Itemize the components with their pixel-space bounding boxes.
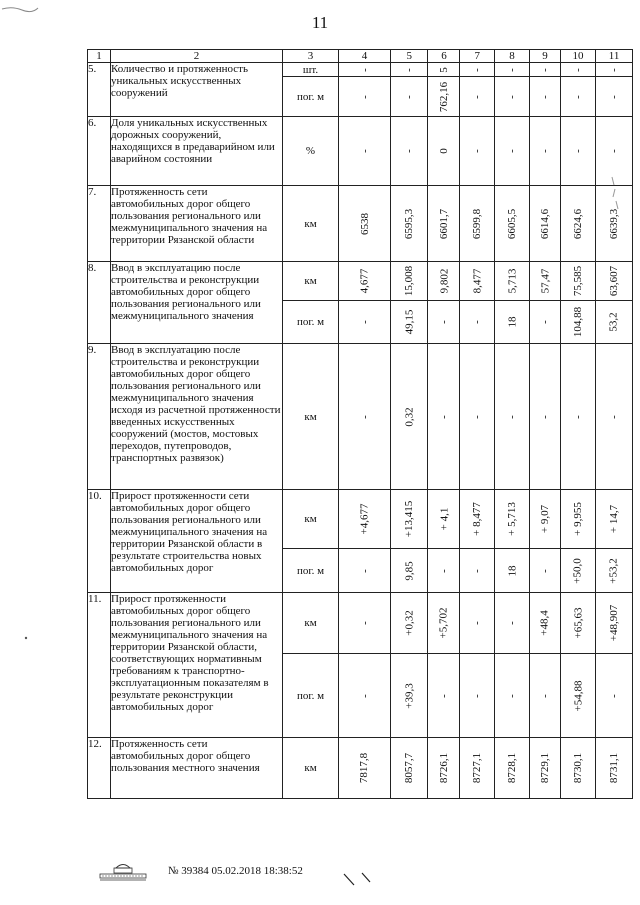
value-cell [561, 593, 596, 654]
value-text: - [471, 320, 484, 324]
value-text: - [608, 414, 621, 419]
value-text: 18 [506, 565, 519, 576]
value-text: 53,2 [608, 312, 621, 332]
value-cell [460, 549, 495, 593]
value-text: - [403, 149, 416, 153]
registration-stamp: № 39384 05.02.2018 18:38:52 [168, 865, 303, 877]
value-text: - [358, 693, 371, 698]
value-cell [529, 593, 560, 654]
indicator-name: Протяженность сети автомобильных дорог общего пользования регионального или межмуниципального значения на территории Рязанской области [111, 186, 283, 262]
value-text: +54,88 [571, 680, 584, 711]
value-text: +0,32 [403, 610, 416, 636]
value-text: 18 [506, 316, 519, 328]
value-text: 6639,3 [608, 208, 621, 239]
value-cell [460, 63, 495, 77]
value-cell [460, 77, 495, 117]
value-cell [595, 593, 632, 654]
value-cell [339, 490, 391, 549]
header-cell: 2 [111, 50, 283, 63]
value-cell [428, 654, 460, 738]
value-cell [391, 654, 428, 738]
value-text: - [608, 149, 621, 153]
value-cell [529, 654, 560, 738]
value-cell [391, 593, 428, 654]
value-cell [339, 301, 391, 344]
value-text: 8726,1 [437, 752, 450, 784]
value-text: - [437, 320, 450, 324]
value-text: 8730,1 [571, 752, 584, 784]
value-text: 0,32 [403, 406, 416, 427]
value-text: - [471, 149, 484, 153]
indicator-name: Ввод в эксплуатацию после строительства и реконструкции автомобильных дорог общего пользования регионального или межмуниципального значения [111, 262, 283, 344]
table-row [88, 738, 633, 799]
value-text: - [571, 149, 584, 153]
value-cell [561, 654, 596, 738]
header-cell: 1 [88, 50, 111, 63]
unit-cell: км [283, 262, 339, 301]
pen-marks [340, 870, 390, 890]
value-text: + 5,713 [506, 502, 519, 536]
value-cell [595, 301, 632, 344]
value-text: +4,677 [358, 503, 371, 535]
indicator-name: Доля уникальных искусственных дорожных сооружений, находящихся в предаварийном или аварийном состоянии [111, 117, 283, 186]
header-cell: 11 [595, 50, 632, 63]
value-text: 5,713 [506, 268, 519, 294]
value-cell [460, 738, 495, 799]
value-cell [428, 593, 460, 654]
value-cell [595, 738, 632, 799]
value-cell [339, 549, 391, 593]
value-cell [339, 63, 391, 77]
value-cell [339, 593, 391, 654]
value-text: 6605,5 [506, 208, 519, 239]
value-cell [460, 490, 495, 549]
value-cell [495, 186, 530, 262]
value-text: +48,907 [608, 604, 621, 642]
value-text: - [506, 414, 519, 419]
value-cell [391, 77, 428, 117]
table-row [88, 593, 633, 654]
value-cell [460, 262, 495, 301]
value-cell [495, 654, 530, 738]
unit-cell: % [283, 117, 339, 186]
value-cell [561, 63, 596, 77]
value-text: - [538, 693, 551, 698]
value-cell [561, 344, 596, 490]
value-text: - [358, 320, 371, 324]
value-cell [595, 63, 632, 77]
value-text: +50,0 [571, 557, 584, 584]
value-text: 8728,1 [506, 752, 519, 784]
value-cell [495, 117, 530, 186]
value-text: 49,15 [403, 309, 416, 335]
indicator-name: Прирост протяженности автомобильных дорог общего пользования регионального или межмуниципального значения на территории Рязанской области, соответствующих нормативным требованиям к транспортно-эксплуатационным показателям в результате реконструкции автомобильных дорог [111, 593, 283, 738]
value-cell [529, 117, 560, 186]
value-text: 8731,1 [608, 752, 621, 784]
value-cell [460, 593, 495, 654]
value-cell [391, 63, 428, 77]
value-text: 6614,6 [539, 208, 551, 239]
value-cell [495, 738, 530, 799]
value-text: - [608, 94, 621, 99]
row-number: 12. [88, 738, 111, 799]
value-text: - [358, 414, 371, 419]
value-cell [428, 490, 460, 549]
value-text: 7817,8 [358, 752, 371, 784]
value-text: - [506, 693, 519, 698]
value-cell [529, 738, 560, 799]
row-number: 5. [88, 63, 111, 117]
value-text: - [608, 693, 621, 698]
value-text: 104,88 [571, 306, 584, 338]
value-text: 6599,8 [471, 208, 484, 239]
value-text: 8729,1 [539, 752, 551, 784]
value-text: - [471, 693, 484, 698]
value-cell [529, 549, 560, 593]
value-cell [561, 738, 596, 799]
value-text: + 9,07 [539, 504, 551, 534]
unit-cell: пог. м [283, 301, 339, 344]
value-cell [595, 490, 632, 549]
row-number: 7. [88, 186, 111, 262]
value-text: - [403, 94, 416, 99]
value-text: + 8,477 [471, 502, 484, 536]
corner-scribble [0, 0, 40, 8]
unit-cell: пог. м [283, 654, 339, 738]
value-cell [339, 344, 391, 490]
value-cell [428, 549, 460, 593]
value-cell [460, 301, 495, 344]
value-cell [339, 654, 391, 738]
value-text: - [358, 94, 371, 99]
row-number: 6. [88, 117, 111, 186]
value-text: - [538, 320, 551, 324]
value-text: - [571, 67, 584, 72]
header-row [88, 50, 633, 63]
indicator-name: Количество и протяженность уникальных искусственных сооружений [111, 63, 283, 117]
value-cell [428, 301, 460, 344]
value-cell [495, 63, 530, 77]
table-row [88, 262, 633, 301]
value-cell [339, 117, 391, 186]
unit-cell: пог. м [283, 77, 339, 117]
value-cell [495, 344, 530, 490]
header-cell: 6 [428, 50, 460, 63]
value-text: - [471, 621, 484, 625]
value-text: 4,677 [358, 268, 371, 294]
value-cell [391, 262, 428, 301]
value-cell [495, 490, 530, 549]
unit-cell: шт. [283, 63, 339, 77]
header-cell: 9 [529, 50, 560, 63]
value-text: - [571, 94, 584, 99]
value-cell [595, 549, 632, 593]
value-cell [428, 63, 460, 77]
value-text: +65,63 [571, 607, 584, 639]
value-cell [495, 262, 530, 301]
value-text: +39,3 [403, 682, 416, 709]
value-text: - [437, 568, 450, 573]
value-cell [428, 262, 460, 301]
value-text: - [506, 67, 519, 72]
header-cell: 7 [460, 50, 495, 63]
value-text: + 9,955 [571, 502, 584, 536]
table-row [88, 490, 633, 549]
document-footer [98, 860, 338, 882]
value-cell [391, 490, 428, 549]
indicators-table [87, 49, 633, 799]
value-cell [529, 490, 560, 549]
value-text: - [538, 94, 551, 99]
value-cell [391, 549, 428, 593]
value-cell [595, 654, 632, 738]
margin-mark [604, 175, 624, 215]
value-text: - [471, 94, 484, 99]
unit-cell: пог. м [283, 549, 339, 593]
value-text: 8057,7 [403, 752, 416, 784]
value-text: 9,85 [403, 560, 416, 581]
value-text: - [538, 414, 551, 419]
row-number: 9. [88, 344, 111, 490]
value-text: 5 [437, 66, 450, 73]
value-text: - [358, 149, 371, 153]
value-text: + 4,1 [437, 507, 450, 531]
value-cell [561, 262, 596, 301]
value-text: - [538, 568, 551, 573]
value-text: +48,4 [539, 610, 551, 636]
margin-tick [23, 628, 29, 634]
value-cell [529, 262, 560, 301]
value-text: 6624,6 [571, 208, 584, 239]
value-text: 0 [437, 148, 450, 154]
unit-cell: км [283, 738, 339, 799]
page-number: 11 [311, 13, 329, 32]
value-cell [428, 344, 460, 490]
value-text: +13,415 [403, 500, 416, 538]
value-cell [561, 77, 596, 117]
value-cell [391, 344, 428, 490]
value-cell [529, 344, 560, 490]
unit-cell: км [283, 344, 339, 490]
value-cell [339, 738, 391, 799]
value-text: 8727,1 [471, 752, 484, 784]
value-cell [495, 593, 530, 654]
header-cell: 3 [283, 50, 339, 63]
value-text: - [608, 67, 621, 72]
value-cell [529, 77, 560, 117]
value-cell [391, 186, 428, 262]
value-cell [561, 301, 596, 344]
value-text: 8,477 [471, 268, 484, 294]
value-cell [460, 186, 495, 262]
value-text: - [506, 621, 519, 625]
value-text: + 14,7 [608, 504, 621, 534]
value-cell [561, 490, 596, 549]
value-text: 15,008 [403, 265, 416, 297]
header-cell: 10 [561, 50, 596, 63]
value-cell [495, 77, 530, 117]
value-cell [428, 186, 460, 262]
value-text: 9,802 [437, 268, 450, 294]
row-number: 8. [88, 262, 111, 344]
indicator-name: Протяженность сети автомобильных дорог общего пользования местного значения [111, 738, 283, 799]
value-text: 75,585 [571, 265, 584, 297]
row-number: 10. [88, 490, 111, 593]
value-text: - [358, 621, 371, 625]
value-text: - [506, 149, 519, 153]
value-cell [495, 301, 530, 344]
value-text: - [437, 414, 450, 419]
table-row [88, 344, 633, 490]
value-text: 57,47 [539, 268, 551, 294]
value-text: - [538, 67, 551, 72]
value-text: - [471, 414, 484, 419]
unit-cell: км [283, 593, 339, 654]
value-text: - [358, 568, 371, 573]
value-text: - [403, 67, 416, 72]
header-cell: 8 [495, 50, 530, 63]
value-cell [460, 654, 495, 738]
header-cell: 4 [339, 50, 391, 63]
value-cell [529, 186, 560, 262]
value-cell [561, 549, 596, 593]
table-row [88, 117, 633, 186]
table-row [88, 63, 633, 77]
row-number: 11. [88, 593, 111, 738]
value-text: +53,2 [608, 557, 621, 584]
value-cell [460, 344, 495, 490]
unit-cell: км [283, 490, 339, 549]
indicator-name: Ввод в эксплуатацию после строительства и реконструкции автомобильных дорог общего пользования регионального или межмуниципального значения исходя из расчетной протяженности введенных искусственных сооружений (мостов, мостовых переходов, путепроводов, транспортных развязок) [111, 344, 283, 490]
value-cell [561, 117, 596, 186]
value-text: - [538, 149, 551, 153]
unit-cell: км [283, 186, 339, 262]
value-cell [595, 344, 632, 490]
value-cell [595, 262, 632, 301]
value-cell [391, 301, 428, 344]
value-text: - [471, 67, 484, 72]
value-text: 6538 [358, 212, 371, 235]
value-cell [428, 77, 460, 117]
value-text: 6595,3 [403, 208, 416, 239]
value-text: - [506, 94, 519, 99]
value-text: +5,702 [437, 607, 450, 639]
value-cell [391, 738, 428, 799]
value-cell [339, 262, 391, 301]
registry-logo [98, 860, 148, 882]
header-cell: 5 [391, 50, 428, 63]
value-cell [428, 738, 460, 799]
value-text: - [471, 568, 484, 573]
value-cell [495, 549, 530, 593]
value-cell [595, 77, 632, 117]
table-row [88, 186, 633, 262]
value-cell [428, 117, 460, 186]
value-cell [460, 117, 495, 186]
value-cell [339, 186, 391, 262]
value-text: - [571, 414, 584, 419]
value-text: - [437, 693, 450, 698]
value-text: - [358, 67, 371, 72]
value-cell [339, 77, 391, 117]
value-text: 63,607 [608, 265, 621, 297]
value-cell [529, 301, 560, 344]
value-text: 762,16 [437, 81, 450, 112]
indicator-name: Прирост протяженности сети автомобильных дорог общего пользования регионального или межмуниципального значения на территории Рязанской области в результате строительства новых автомобильных дорог [111, 490, 283, 593]
value-cell [561, 186, 596, 262]
value-text: 6601,7 [437, 208, 450, 239]
value-cell [529, 63, 560, 77]
value-cell [391, 117, 428, 186]
